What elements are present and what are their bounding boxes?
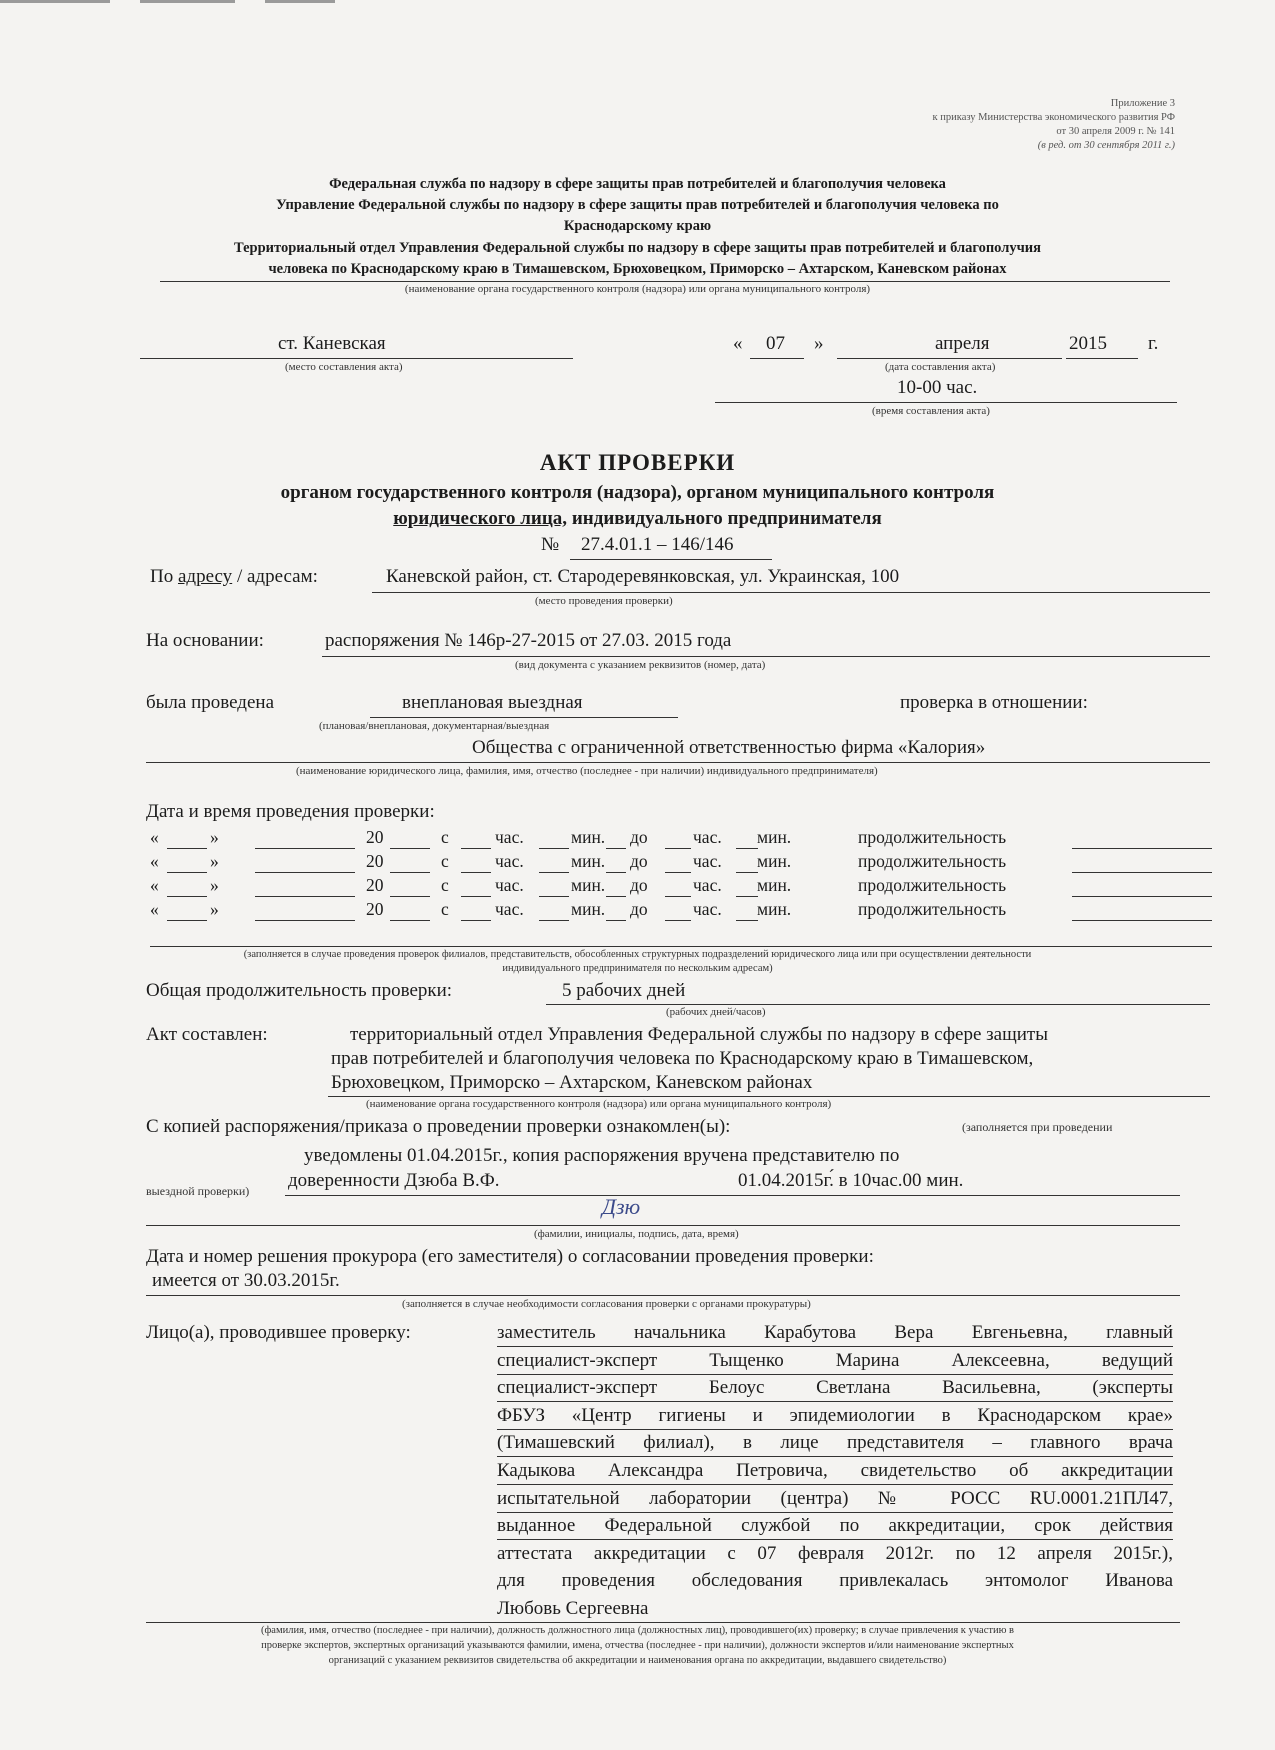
schedule-cell: « — [150, 875, 159, 895]
copy-line: уведомлены 01.04.2015г., копия распоряжения вручена представителю по — [304, 1145, 900, 1166]
schedule-cell: час. — [495, 899, 524, 919]
schedule-cell: « — [150, 827, 159, 847]
scan-edge-mark — [0, 0, 110, 3]
address-label-underlined: адресу — [177, 566, 233, 587]
schedule-blank-field — [606, 848, 626, 849]
schedule-cell: продолжительность — [858, 875, 1007, 895]
inspectors-line-underline — [497, 1401, 1173, 1402]
place-underline — [140, 358, 573, 359]
schedule-blank-field — [665, 848, 691, 849]
total-duration-value: 5 рабочих дней — [562, 980, 686, 1001]
inspectors-line-underline — [497, 1429, 1173, 1430]
header-caption: (наименование органа государственного контроля (надзора) или органа муниципального контроля) — [404, 283, 871, 295]
schedule-cell: с — [441, 827, 449, 847]
schedule-cell: с — [441, 875, 449, 895]
inspectors-caption-3: организаций с указанием реквизитов свидетельства об аккредитации и наименования органа по аккредитации, выдавшего свидетельство) — [328, 1655, 947, 1666]
compiled-label: Акт составлен: — [146, 1024, 268, 1045]
annex-line: Приложение 3 — [1110, 98, 1175, 109]
schedule-cell: мин. — [571, 899, 606, 919]
schedule-blank-field — [390, 920, 430, 921]
schedule-cell: с — [441, 851, 449, 871]
schedule-cell: продолжительность — [858, 851, 1007, 871]
schedule-cell: мин. — [571, 875, 606, 895]
place-caption: (место составления акта) — [285, 361, 403, 373]
schedule-cell: до — [630, 899, 648, 919]
org-header-line: Краснодарскому краю — [563, 218, 712, 234]
schedule-blank-field — [1072, 872, 1212, 873]
schedule-blank-field — [606, 872, 626, 873]
inspectors-line-underline — [497, 1512, 1173, 1513]
inspectors-last-line: Любовь Сергеевна — [497, 1598, 649, 1619]
date-year-underline — [1066, 358, 1138, 359]
header-underline — [160, 281, 1170, 282]
schedule-cell: » — [210, 827, 219, 847]
annex-line: к приказу Министерства экономического развития РФ — [932, 112, 1175, 123]
schedule-blank-field — [1072, 920, 1212, 921]
schedule-cell: до — [630, 875, 648, 895]
signature-caption: (фамилии, инициалы, подпись, дата, время) — [534, 1228, 739, 1240]
signature-underline — [146, 1225, 1180, 1226]
total-duration-underline — [546, 1004, 1210, 1005]
inspectors-caption: (фамилия, имя, отчество (последнее - при наличии), должность должностного лица (должностных лиц), проводившего(их) проверку; в случае привлечения к участию в — [260, 1625, 1014, 1636]
schedule-cell: « — [150, 851, 159, 871]
schedule-cell: до — [630, 827, 648, 847]
schedule-blank-field — [461, 848, 491, 849]
inspection-type-caption: (плановая/внеплановая, документарная/выездная — [319, 720, 550, 732]
schedule-cell: мин. — [757, 851, 792, 871]
org-header-line: Управление Федеральной службы по надзору в сфере защиты прав потребителей и благополучия человека по — [276, 197, 999, 213]
inspection-type: внеплановая выездная — [402, 692, 583, 713]
signature: Дзю — [602, 1194, 641, 1219]
schedule-cell: час. — [693, 899, 722, 919]
date-day: 07 — [766, 333, 785, 354]
schedule-blank-field — [255, 848, 355, 849]
address-caption: (место проведения проверки) — [535, 595, 673, 607]
schedule-cell: с — [441, 899, 449, 919]
entity-caption: (наименование юридического лица, фамилия, имя, отчество (последнее - при наличии) индивидуального предпринимателя) — [296, 765, 878, 777]
inspectors-line: ФБУЗ «Центр гигиены и эпидемиологии в Краснодарском крае» — [497, 1404, 1173, 1426]
schedule-cell: 20 — [366, 827, 384, 847]
schedule-cell: час. — [693, 827, 722, 847]
schedule-blank-field — [736, 920, 758, 921]
schedule-blank-field — [539, 848, 569, 849]
compiled-line: Брюховецком, Приморско – Ахтарском, Каневском районах — [331, 1072, 813, 1093]
schedule-blank-field — [461, 872, 491, 873]
entity-type-underlined: юридического лица, — [393, 508, 568, 529]
time-caption: (время составления акта) — [872, 405, 990, 417]
basis-underline — [322, 656, 1210, 657]
date-open-quote: « — [733, 333, 743, 354]
schedule-cell: мин. — [757, 875, 792, 895]
schedule-blank-field — [606, 896, 626, 897]
schedule-blank-field — [736, 896, 758, 897]
schedule-cell: « — [150, 899, 159, 919]
inspectors-line: заместитель начальника Карабутова Вера Евгеньевна, главный — [497, 1322, 1173, 1343]
schedule-blank-field — [390, 848, 430, 849]
basis-label: На основании: — [146, 630, 264, 651]
schedule-cell: » — [210, 899, 219, 919]
schedule-cell: 20 — [366, 851, 384, 871]
schedule-blank-field — [665, 872, 691, 873]
date-year: 2015 — [1069, 333, 1107, 354]
copy-note-end: выездной проверки) — [146, 1184, 250, 1198]
copy-underline — [285, 1195, 1180, 1196]
schedule-blank-field — [1072, 848, 1212, 849]
date-close-quote: » — [814, 333, 824, 354]
schedule-blank-field — [1072, 896, 1212, 897]
act-subtitle-2 — [0, 508, 1275, 530]
prosecutor-value: имеется от 30.03.2015г. — [152, 1270, 340, 1291]
schedule-cell: час. — [693, 851, 722, 871]
schedule-cell: мин. — [757, 827, 792, 847]
schedule-cell: мин. — [571, 851, 606, 871]
schedule-blank-field — [539, 872, 569, 873]
scan-edge-mark — [265, 0, 335, 3]
inspectors-line-underline — [497, 1539, 1173, 1540]
act-subtitle: органом государственного контроля (надзора), органом муниципального контроля — [280, 482, 995, 503]
act-title: АКТ ПРОВЕРКИ — [539, 450, 736, 475]
schedule-blank-field — [167, 896, 207, 897]
schedule-blank-field — [255, 872, 355, 873]
act-number-underline — [570, 559, 772, 560]
schedule-cell: мин. — [757, 899, 792, 919]
date-suffix: г. — [1148, 333, 1159, 354]
copy-line: доверенности Дзюба В.Ф. — [288, 1170, 500, 1191]
schedule-blank-field — [539, 896, 569, 897]
act-number-sign: № — [541, 534, 560, 555]
compiled-line: прав потребителей и благополучия человека по Краснодарскому краю в Тимашевском, — [331, 1048, 1034, 1069]
total-duration-caption: (рабочих дней/часов) — [666, 1006, 766, 1018]
basis-caption: (вид документа с указанием реквизитов (номер, дата) — [515, 659, 766, 671]
inspectors-line-underline — [497, 1484, 1173, 1485]
date-month: апреля — [935, 333, 990, 354]
schedule-bottom-line — [150, 946, 1212, 947]
basis-value: распоряжения № 146р-27-2015 от 27.03. 2015 года — [325, 630, 732, 651]
schedule-cell: час. — [495, 875, 524, 895]
scan-edge-mark — [140, 0, 235, 3]
inspectors-line: (Тимашевский филиал), в лице представителя – главного врача — [497, 1432, 1173, 1454]
copy-text: С копией распоряжения/приказа о проведении проверки ознакомлен(ы): — [146, 1116, 731, 1137]
address-label-prefix: По — [150, 566, 178, 587]
schedule-blank-field — [167, 920, 207, 921]
schedule-cell: 20 — [366, 899, 384, 919]
prosecutor-label: Дата и номер решения прокурора (его заместителя) о согласовании проведения проверки: — [146, 1246, 874, 1267]
place-value: ст. Каневская — [278, 333, 386, 354]
inspectors-line: испытательной лаборатории (центра) № РОСС RU.0001.21ПЛ47, — [497, 1487, 1173, 1509]
schedule-label: Дата и время проведения проверки: — [146, 801, 435, 822]
date-month-underline — [837, 358, 1062, 359]
schedule-blank-field — [539, 920, 569, 921]
inspectors-line: специалист-эксперт Тыщенко Марина Алексеевна, ведущий — [497, 1349, 1173, 1371]
schedule-caption-2: индивидуального предпринимателя по нескольким адресам) — [502, 963, 773, 974]
schedule-blank-field — [167, 848, 207, 849]
inspectors-label: Лицо(а), проводившее проверку: — [146, 1322, 411, 1343]
copy-line: 01.04.2015г.́ в 10час.00 мин. — [738, 1170, 964, 1191]
compiled-underline — [328, 1096, 1210, 1097]
schedule-cell: до — [630, 851, 648, 871]
address-value: Каневской район, ст. Стародеревянковская, ул. Украинская, 100 — [386, 566, 900, 587]
schedule-cell: 20 — [366, 875, 384, 895]
annex-stamp — [933, 97, 1175, 153]
inspectors-line: аттестата аккредитации с 07 февраля 2012г. по 12 апреля 2015г.), — [497, 1542, 1173, 1564]
prosecutor-underline — [146, 1295, 1180, 1296]
schedule-caption: (заполняется в случае проведения проверок филиалов, представительств, обособленных структурных подразделений юридического лица или при осуществлении деятельности — [243, 949, 1032, 960]
prosecutor-caption: (заполняется в случае необходимости согласования проверки с органами прокуратуры) — [402, 1298, 811, 1310]
address-label — [150, 566, 318, 588]
schedule-blank-field — [390, 896, 430, 897]
schedule-blank-field — [167, 872, 207, 873]
total-duration-label: Общая продолжительность проверки: — [146, 980, 453, 1001]
entity-type-rest: индивидуального предпринимателя — [567, 508, 882, 529]
inspection-regarding: проверка в отношении: — [900, 692, 1088, 713]
date-day-underline — [750, 358, 804, 359]
schedule-cell: мин. — [571, 827, 606, 847]
schedule-blank-field — [665, 896, 691, 897]
schedule-blank-field — [461, 920, 491, 921]
inspection-type-underline — [370, 717, 678, 718]
time-underline — [715, 402, 1177, 403]
act-number: 27.4.01.1 – 146/146 — [581, 534, 734, 555]
schedule-cell: продолжительность — [858, 827, 1007, 847]
schedule-blank-field — [461, 896, 491, 897]
inspection-label: была проведена — [146, 692, 275, 713]
compiled-line: территориальный отдел Управления Федеральной службы по надзору в сфере защиты — [350, 1024, 1048, 1045]
inspectors-line: выданное Федеральной службой по аккредитации, срок действия — [497, 1515, 1173, 1537]
schedule-blank-field — [390, 872, 430, 873]
address-underline — [372, 592, 1210, 593]
time-value: 10-00 час. — [897, 377, 978, 398]
inspectors-line-underline — [497, 1374, 1173, 1375]
address-label-rest: / адресам: — [232, 566, 318, 587]
inspectors-line: для проведения обследования привлекалась энтомолог Иванова — [497, 1570, 1173, 1592]
inspectors-underline — [146, 1622, 1180, 1623]
inspectors-line: специалист-эксперт Белоус Светлана Васильевна, (эксперты — [497, 1377, 1173, 1399]
date-caption: (дата составления акта) — [885, 361, 996, 373]
inspectors-line: Кадыкова Александра Петровича, свидетельство об аккредитации — [497, 1460, 1173, 1481]
schedule-blank-field — [606, 920, 626, 921]
schedule-cell: час. — [495, 827, 524, 847]
schedule-blank-field — [255, 920, 355, 921]
compiled-caption: (наименование органа государственного контроля (надзора) или органа муниципального контроля) — [366, 1098, 832, 1110]
schedule-blank-field — [255, 896, 355, 897]
inspected-entity: Общества с ограниченной ответственностью фирма «Калория» — [472, 737, 986, 758]
org-header-line: Территориальный отдел Управления Федеральной службы по надзору в сфере защиты прав потребителей и благополучия — [233, 240, 1042, 256]
copy-note: (заполняется при проведении — [962, 1120, 1113, 1134]
schedule-cell: продолжительность — [858, 899, 1007, 919]
inspectors-line-underline — [497, 1346, 1173, 1347]
org-header-line: Федеральная служба по надзору в сфере защиты прав потребителей и благополучия человека — [329, 176, 946, 192]
schedule-blank-field — [665, 920, 691, 921]
org-header-line: человека по Краснодарскому краю в Тимашевском, Брюховецком, Приморско – Ахтарском, Каневском районах — [268, 261, 1007, 277]
schedule-cell: час. — [693, 875, 722, 895]
schedule-blank-field — [736, 872, 758, 873]
schedule-blank-field — [736, 848, 758, 849]
annex-line: (в ред. от 30 сентября 2011 г.) — [1037, 140, 1175, 151]
schedule-cell: » — [210, 875, 219, 895]
inspectors-line-underline — [497, 1456, 1173, 1457]
schedule-cell: » — [210, 851, 219, 871]
entity-underline — [146, 762, 1210, 763]
schedule-cell: час. — [495, 851, 524, 871]
annex-line: от 30 апреля 2009 г. № 141 — [1056, 126, 1175, 137]
inspectors-caption-2: проверке экспертов, экспертных организаций указываются фамилии, имена, отчества (последнее - при наличии), должности экспертов и/или наименование экспертных — [261, 1640, 1014, 1651]
